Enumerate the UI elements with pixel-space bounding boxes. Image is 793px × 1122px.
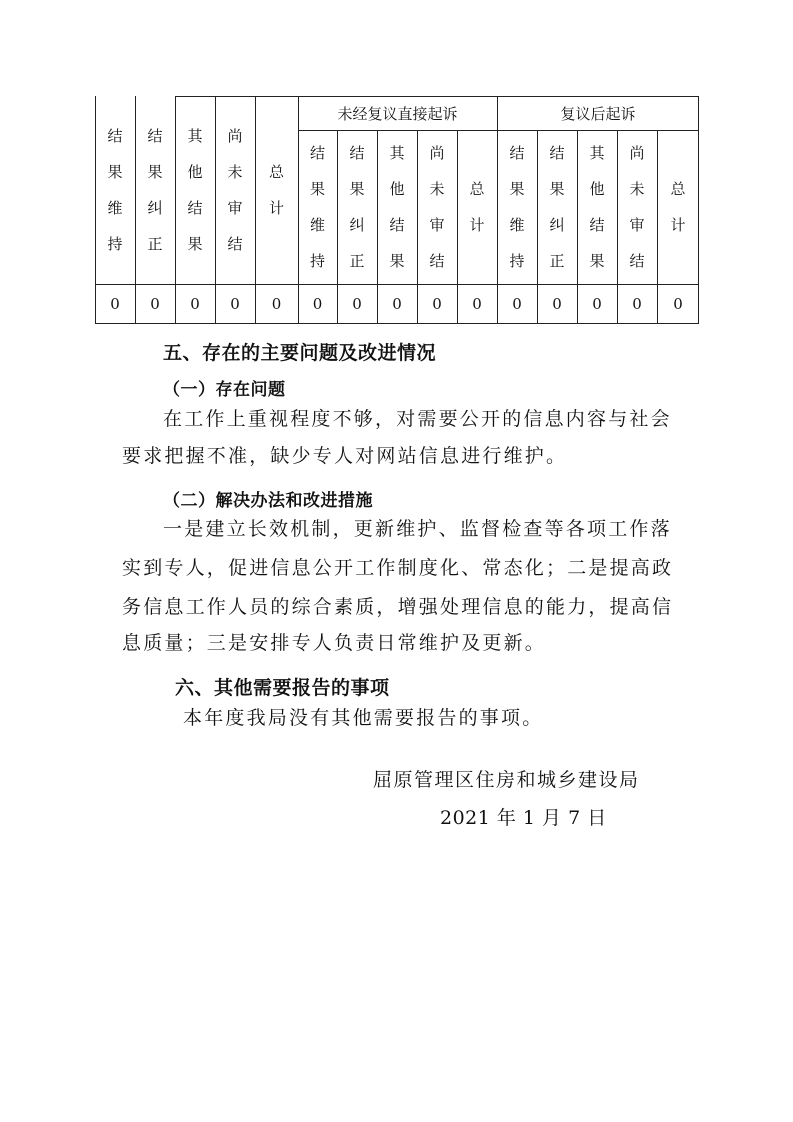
table-group-header-direct xyxy=(298,96,497,130)
table-value-cell xyxy=(417,284,457,324)
paragraph-line: 息质量；三是安排专人负责日常维护及更新。 xyxy=(122,632,547,654)
table-value-cell-label: 0 xyxy=(352,295,362,313)
table-value-cell xyxy=(215,284,255,324)
table-value-cell-label: 0 xyxy=(552,295,562,313)
table-header-direct-col xyxy=(457,130,497,284)
table-value-cell-label: 0 xyxy=(472,295,482,313)
table-header-review-col xyxy=(497,130,537,284)
table-header-direct-col xyxy=(377,130,417,284)
table-value-cell-label: 0 xyxy=(150,295,160,313)
table-header-left-col xyxy=(215,96,255,284)
table-header-left-col-label: 结果维持 xyxy=(107,127,123,253)
table-value-cell-label: 0 xyxy=(110,295,120,313)
table-value-cell-label: 0 xyxy=(392,295,402,313)
table-header-left-col-label: 尚未审结 xyxy=(227,127,243,253)
section6-text: 本年度我局没有其他需要报告的事项。 xyxy=(183,707,544,729)
table-value-cell-label: 0 xyxy=(673,295,683,313)
table-value-cell xyxy=(175,284,215,324)
table-header-direct-col-label: 其他结果 xyxy=(389,144,405,270)
table-value-cell xyxy=(377,284,417,324)
section6-heading: 六、其他需要报告的事项 xyxy=(175,677,390,699)
table-value-cell xyxy=(135,284,175,324)
table-group-header-direct-label: 未经复议直接起诉 xyxy=(337,104,458,123)
table-header-left-col xyxy=(175,96,215,284)
table-value-cell-label: 0 xyxy=(432,295,442,313)
table-header-review-col-label: 结果纠正 xyxy=(549,144,565,270)
table-value-cell-label: 0 xyxy=(271,295,282,313)
table-header-review-col xyxy=(657,130,699,284)
table-value-cell xyxy=(95,284,135,324)
table-value-cell xyxy=(497,284,537,324)
paragraph-line: 在工作上重视程度不够，对需要公开的信息内容与社会 xyxy=(163,408,672,430)
signature-org: 屈原管理区住房和城乡建设局 xyxy=(373,769,640,791)
paragraph-line: 务信息工作人员的综合素质，增强处理信息的能力，提高信 xyxy=(122,596,674,618)
table-header-review-col-label: 尚未审结 xyxy=(629,144,645,270)
table-header-left-col xyxy=(135,96,175,284)
table-group-header-review xyxy=(497,96,699,130)
table-value-cell xyxy=(457,284,497,324)
table-value-cell xyxy=(617,284,657,324)
table-value-cell xyxy=(337,284,377,324)
table-value-cell xyxy=(577,284,617,324)
table-header-review-col xyxy=(537,130,577,284)
table-value-cell-label: 0 xyxy=(592,295,602,313)
section5-heading: 五、存在的主要问题及改进情况 xyxy=(163,342,437,364)
paragraph-line: 要求把握不准，缺少专人对网站信息进行维护。 xyxy=(122,445,568,467)
table-header-review-col xyxy=(617,130,657,284)
table-value-cell-label: 0 xyxy=(512,295,522,313)
table-header-left-col xyxy=(255,96,298,284)
table-header-review-col-label: 结果维持 xyxy=(509,144,525,270)
table-header-direct-col-label: 结果维持 xyxy=(310,144,326,270)
table-header-left-col-label: 总计 xyxy=(269,163,285,217)
table-value-cell xyxy=(537,284,577,324)
table-header-left-col-label: 结果纠正 xyxy=(147,127,163,253)
paragraph-line: 一是建立长效机制，更新维护、监督检查等各项工作落 xyxy=(163,518,672,540)
table-header-direct-col xyxy=(337,130,377,284)
section5-sub1-heading: （一）存在问题 xyxy=(163,380,286,400)
table-value-cell-label: 0 xyxy=(312,295,323,313)
table-header-review-col-label: 总计 xyxy=(670,180,686,234)
paragraph-line: 实到专人，促进信息公开工作制度化、常态化；二是提高政 xyxy=(122,557,674,579)
table-value-cell xyxy=(657,284,699,324)
table-value-cell-label: 0 xyxy=(230,295,240,313)
table-header-direct-col xyxy=(298,130,337,284)
table-header-review-col-label: 其他结果 xyxy=(589,144,605,270)
table-value-cell-label: 0 xyxy=(632,295,642,313)
table-value-cell-label: 0 xyxy=(190,295,200,313)
table-header-direct-col-label: 结果纠正 xyxy=(349,144,365,270)
table-header-review-col xyxy=(577,130,617,284)
table-value-cell xyxy=(255,284,298,324)
table-header-direct-col-label: 尚未审结 xyxy=(429,144,445,270)
signature-date: 2021 年 1 月 7 日 xyxy=(440,807,607,829)
table-header-direct-col-label: 总计 xyxy=(469,180,485,234)
table-header-direct-col xyxy=(417,130,457,284)
section5-sub2-heading: （二）解决办法和改进措施 xyxy=(163,491,373,511)
table-group-header-review-label: 复议后起诉 xyxy=(560,104,636,123)
table-value-cell xyxy=(298,284,337,324)
table-header-left-col-label: 其他结果 xyxy=(187,127,203,253)
table-header-left-col xyxy=(95,96,135,284)
statistics-table xyxy=(95,96,699,324)
